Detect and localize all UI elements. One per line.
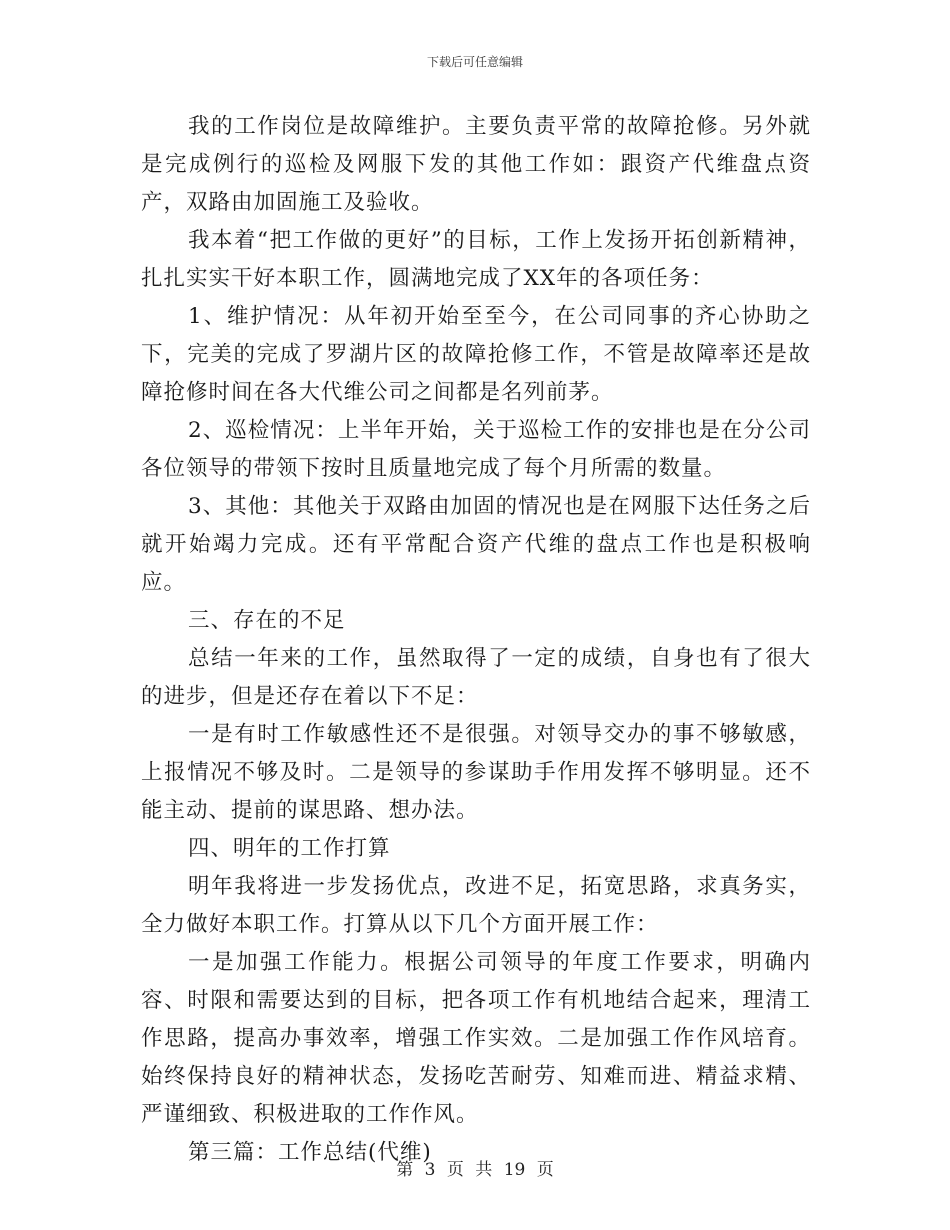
page-header: 下载后可任意编辑	[426, 55, 523, 69]
section-heading-next-year: 四、明年的工作打算	[188, 836, 391, 861]
paragraph-inspection: 2、巡检情况：上半年开始，关于巡检工作的安排也是在分公司各位领导的带领下按时且质量地完成了每个月所需的数量。	[141, 418, 811, 481]
section-heading-shortcomings: 三、存在的不足	[188, 608, 346, 633]
page-number: 第 3 页 共 19 页	[396, 1160, 554, 1180]
paragraph-maintenance: 1、维护情况：从年初开始至至今，在公司同事的齐心协助之下，完美的完成了罗湖片区的故障抢修工作，不管是故障率还是故障抢修时间在各大代维公司之间都是名列前茅。	[141, 304, 811, 405]
chapter-heading: 第三篇：工作总结(代维)	[188, 1140, 432, 1165]
paragraph-other: 3、其他：其他关于双路由加固的情况也是在网服下达任务之后就开始竭力完成。还有平常配合资产代维的盘点工作也是积极响应。	[141, 494, 811, 595]
paragraph-shortcomings: 一是有时工作敏感性还不是很强。对领导交办的事不够敏感，上报情况不够及时。二是领导的参谋助手作用发挥不够明显。还不能主动、提前的谋思路、想办法。	[141, 722, 811, 823]
document-body	[141, 108, 811, 1172]
paragraph-summary: 总结一年来的工作，虽然取得了一定的成绩，自身也有了很大的进步，但是还存在着以下不足：	[141, 646, 811, 709]
paragraph-goal: 我本着“把工作做的更好”的目标，工作上发扬开拓创新精神，扎扎实实干好本职工作，圆满地完成了XX年的各项任务：	[141, 228, 811, 291]
paragraph-plan-intro: 明年我将进一步发扬优点，改进不足，拓宽思路，求真务实，全力做好本职工作。打算从以下几个方面开展工作：	[141, 874, 811, 937]
paragraph-job-role: 我的工作岗位是故障维护。主要负责平常的故障抢修。另外就是完成例行的巡检及网服下发的其他工作如：跟资产代维盘点资产，双路由加固施工及验收。	[141, 114, 811, 215]
paragraph-plan-details: 一是加强工作能力。根据公司领导的年度工作要求，明确内容、时限和需要达到的目标，把各项工作有机地结合起来，理清工作思路，提高办事效率，增强工作实效。二是加强工作作风培育。始终保持良好的精神状态，发扬吃苦耐劳、知难而进、精益求精、严谨细致、积极进取的工作作风。	[141, 950, 811, 1127]
